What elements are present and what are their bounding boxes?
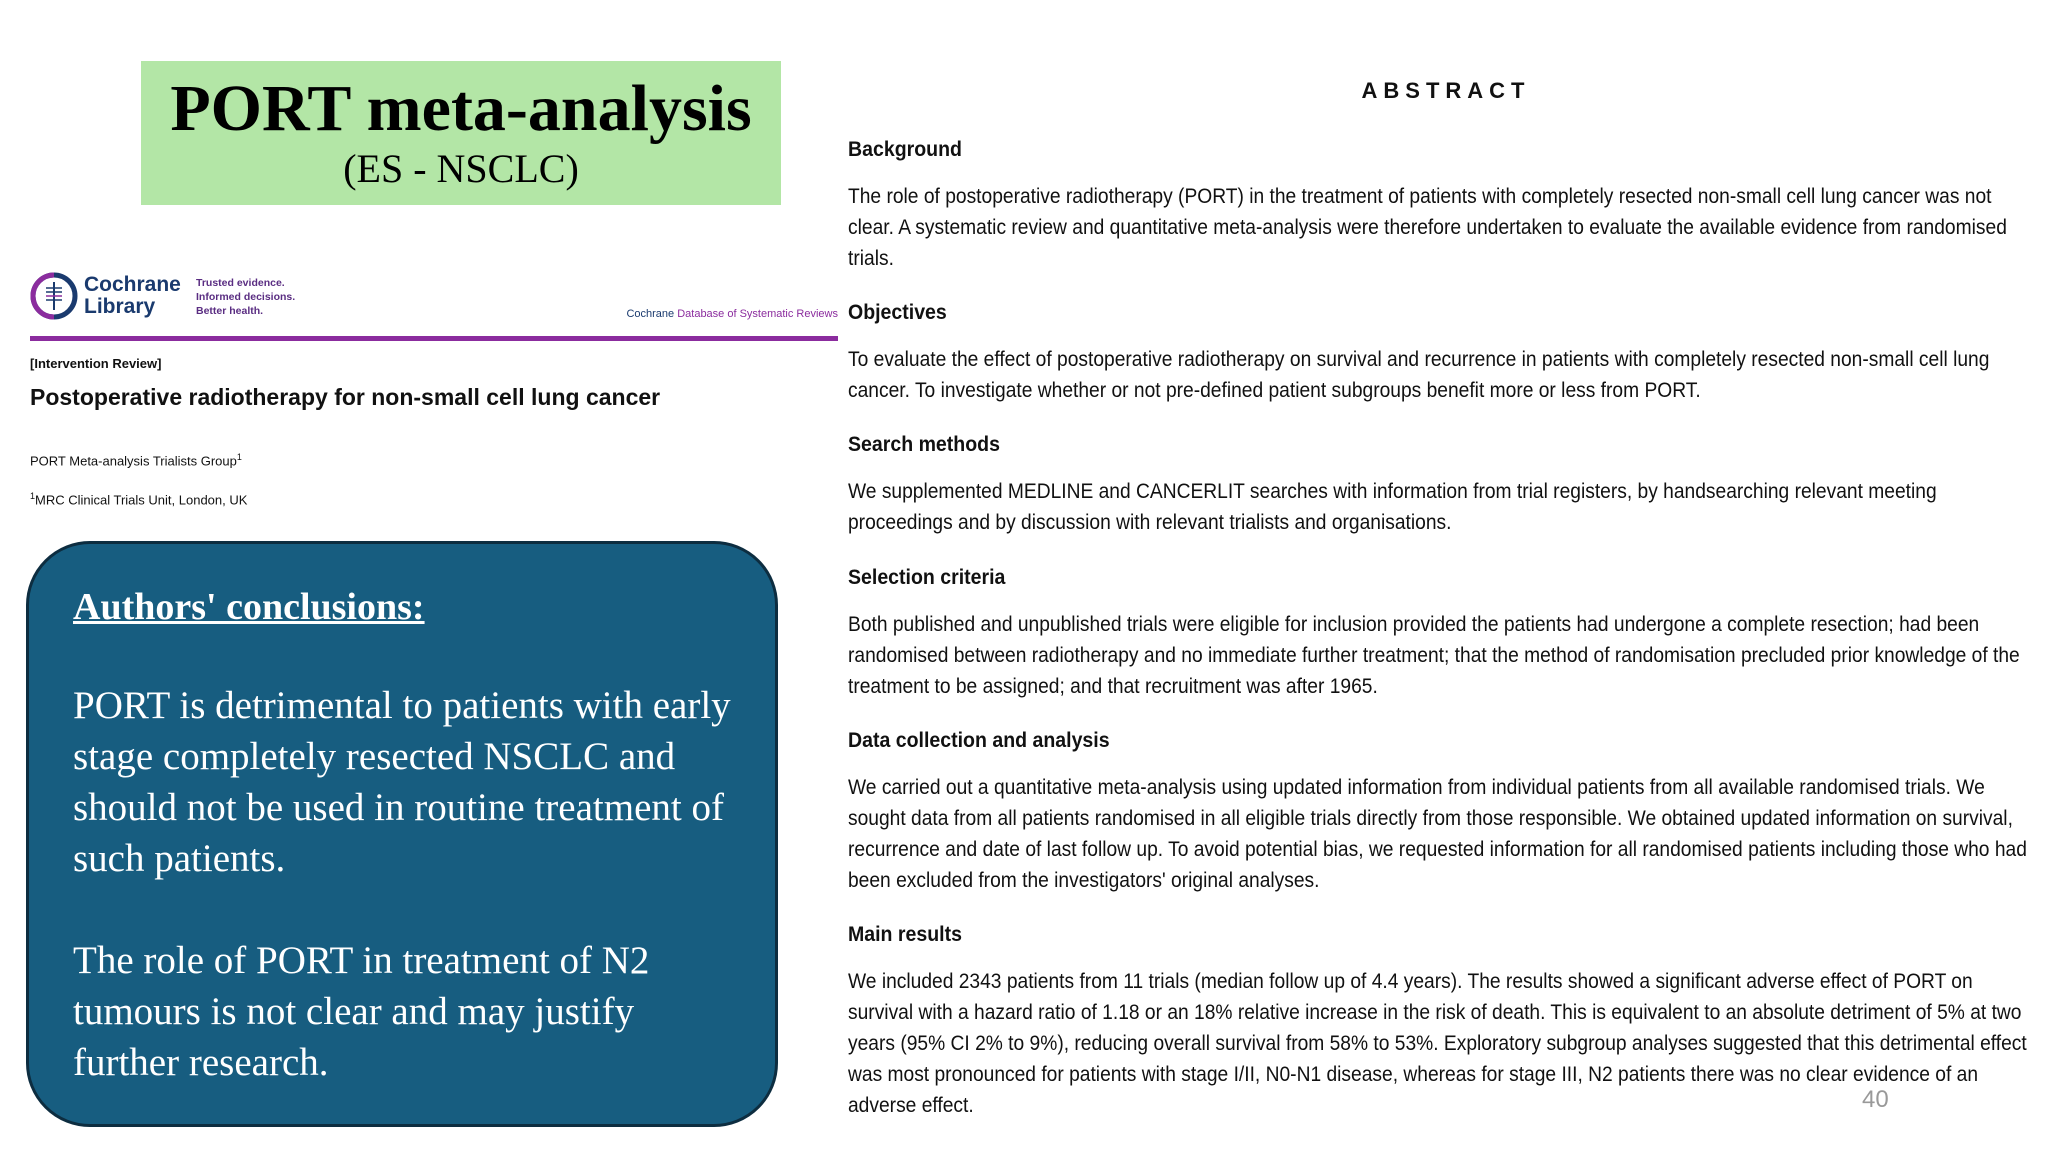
section-body-objectives: To evaluate the effect of postoperative radiotherapy on survival and recurrence in patients with completely resected non-small cell lung cancer. To investigate whether or not pre-defined patient subgroups benefit more or less from PORT. xyxy=(848,348,1990,402)
section-title-main-results: Main results xyxy=(848,923,962,946)
abstract-heading: ABSTRACT xyxy=(1361,78,1531,103)
section-title-background: Background xyxy=(848,138,962,161)
cochrane-library-wordmark xyxy=(84,274,181,318)
authors-superscript: 1 xyxy=(236,452,242,462)
database-label xyxy=(626,308,838,320)
slide-title-box xyxy=(141,61,781,205)
conclusion-paragraph-1: PORT is detrimental to patients with early stage completely resected NSCLC and should not be used in routine treatment of such patients. xyxy=(73,684,731,880)
review-type: [Intervention Review] xyxy=(30,356,162,371)
review-affiliation xyxy=(30,491,247,507)
section-body-background: The role of postoperative radiotherapy (PORT) in the treatment of patients with completely resected non-small cell lung cancer was not clear. A systematic review and quantitative meta-analysis were therefore undertaken to evaluate the available evidence from randomised trials. xyxy=(848,185,2007,270)
review-authors xyxy=(30,452,242,468)
conclusions-box xyxy=(26,541,778,1127)
wordmark-line-1: Cochrane xyxy=(84,273,181,296)
affiliation-text: MRC Clinical Trials Unit, London, UK xyxy=(35,492,248,508)
slide-title: PORT meta-analysis xyxy=(170,72,752,145)
section-body-selection-criteria: Both published and unpublished trials were eligible for inclusion provided the patients had undergone a complete resection; had been randomised between radiotherapy and no immediate further treatment; that the method of randomisation precluded prior knowledge of the treatment to be assigned; and that recruitment was after 1965. xyxy=(848,613,2020,698)
section-title-search-methods: Search methods xyxy=(848,433,1000,456)
section-body-search-methods: We supplemented MEDLINE and CANCERLIT searches with information from trial registers, by handsearching relevant meeting proceedings and by discussion with relevant trialists and organisations. xyxy=(848,480,1937,534)
wordmark-line-2: Library xyxy=(84,295,156,318)
page-number: 40 xyxy=(1862,1086,1889,1108)
conclusions-heading: Authors' conclusions: xyxy=(73,586,425,628)
section-title-data-collection: Data collection and analysis xyxy=(848,729,1110,752)
authors-text: PORT Meta-analysis Trialists Group xyxy=(30,453,237,469)
cochrane-header xyxy=(30,268,838,344)
tagline-line: Informed decisions. xyxy=(196,291,296,303)
database-name: Database of Systematic Reviews xyxy=(677,308,838,320)
cochrane-tagline xyxy=(196,276,295,318)
slide-subtitle: (ES - NSCLC) xyxy=(343,146,579,191)
section-body-main-results: We included 2343 patients from 11 trials (median follow up of 4.4 years). The results showed a significant adverse effect of PORT on survival with a hazard ratio of 1.18 or an 18% relative increase in the risk of death. This is equivalent to an absolute detriment of 5% at two years (95% CI 2% to 9%), reducing overall survival from 58% to 53%. Exploratory subgroup analyses suggested that this detrimental effect was most pronounced for patients with stage I/II, N0-N1 disease, whereas for stage III, N2 patients there was no clear evidence of an adverse effect. xyxy=(848,970,2027,1117)
section-title-selection-criteria: Selection criteria xyxy=(848,566,1006,589)
review-title: Postoperative radiotherapy for non-small cell lung cancer xyxy=(30,384,661,410)
section-title-objectives: Objectives xyxy=(848,301,947,324)
cochrane-logo-icon xyxy=(30,272,78,320)
tagline-line: Trusted evidence. xyxy=(196,277,285,289)
section-body-data-collection: We carried out a quantitative meta-analysis using updated information from individual patients from all available randomised trials. We sought data from all patients randomised in all eligible trials directly from those responsible. We obtained updated information on survival, recurrence and date of last follow up. To avoid potential bias, we requested information for all randomised patients including those who had been excluded from the investigators' original analyses. xyxy=(848,776,2027,892)
header-divider xyxy=(30,336,838,341)
affiliation-superscript: 1 xyxy=(30,491,36,501)
conclusion-paragraph-2: The role of PORT in treatment of N2 tumours is not clear and may justify further research. xyxy=(73,939,650,1084)
tagline-line: Better health. xyxy=(196,305,264,317)
database-prefix: Cochrane xyxy=(626,308,675,320)
